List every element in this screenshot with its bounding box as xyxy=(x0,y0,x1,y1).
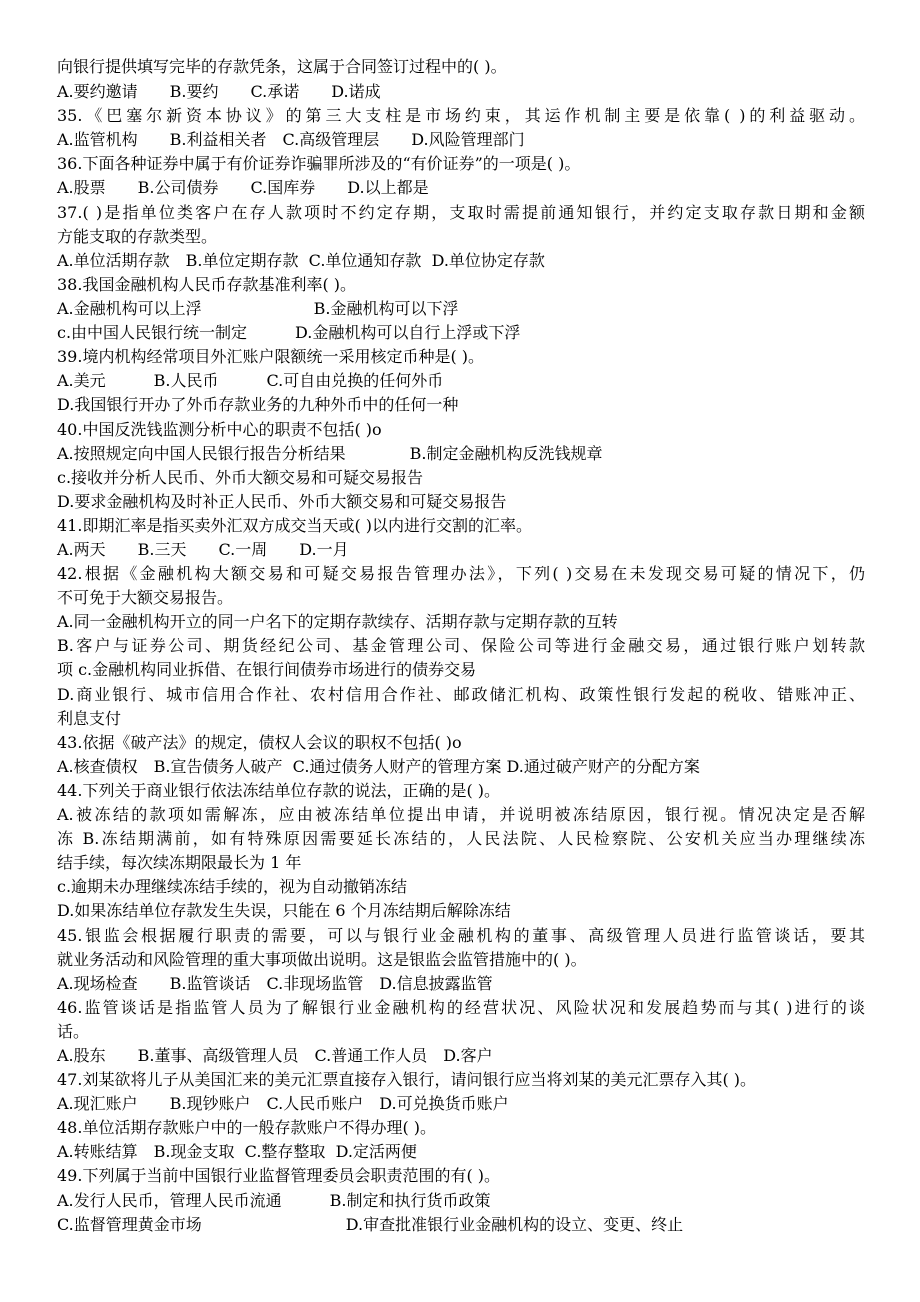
text-line: c.逾期未办理继续冻结手续的，视为自动撤销冻结 xyxy=(57,877,408,896)
text-line: A.两天 B.三天 C.一周 D.一月 xyxy=(57,540,349,559)
text-line: 49.下列属于当前中国银行业监督管理委员会职责范围的有( )。 xyxy=(57,1166,501,1185)
text-line: A.现汇账户 B.现钞账户 C.人民币账户 D.可兑换货币账户 xyxy=(57,1094,509,1113)
text-line: A.美元 B.人民币 C.可自由兑换的任何外币 xyxy=(57,371,444,390)
text-line: A.要约邀请 B.要约 C.承诺 D.诺成 xyxy=(57,82,381,101)
text-line: 话。 xyxy=(57,1022,90,1041)
text-line: D.商业银行、城市信用合作社、农村信用合作社、邮政储汇机构、政策性银行发起的税收、错账冲正、 xyxy=(57,685,865,704)
text-line: A.现场检查 B.监管谈话 C.非现场监管 D.信息披露监管 xyxy=(57,974,493,993)
text-line: 冻 B.冻结期满前，如有特殊原因需要延长冻结的，人民法院、人民检察院、公安机关应当办理继续冻 xyxy=(57,829,865,848)
text-line: A.股票 B.公司债券 C.国库券 D.以上都是 xyxy=(57,178,429,197)
text-line: A.转账结算 B.现金支取 C.整存整取 D.定活两便 xyxy=(57,1142,417,1161)
text-line: 45.银监会根据履行职责的需要，可以与银行业金融机构的董事、高级管理人员进行监管谈话，要其 xyxy=(57,926,865,945)
text-line: 利息支付 xyxy=(57,709,122,728)
text-line: 结手续，每次续冻期限最长为 1 年 xyxy=(57,853,302,872)
text-line: 37.( )是指单位类客户在存人款项时不约定存期，支取时需提前通知银行，并约定支取存款日期和金额 xyxy=(57,203,865,222)
text-line: 38.我国金融机构人民币存款基准利率( )。 xyxy=(57,275,357,294)
text-line: A.按照规定向中国人民银行报告分析结果 B.制定金融机构反洗钱规章 xyxy=(57,444,603,463)
text-line: 35.《巴塞尔新资本协议》的第三大支柱是市场约束，其运作机制主要是依靠( )的利益驱动。 xyxy=(57,106,865,125)
text-line: A.监管机构 B.利益相关者 C.高级管理层 D.风险管理部门 xyxy=(57,130,525,149)
text-line: D.我国银行开办了外币存款业务的九种外币中的任何一种 xyxy=(57,395,459,414)
text-line: 42.根据《金融机构大额交易和可疑交易报告管理办法》，下列( )交易在未发现交易可疑的情况下，仍 xyxy=(57,564,865,583)
text-line: A.金融机构可以上浮 B.金融机构可以下浮 xyxy=(57,299,459,318)
text-line: D.要求金融机构及时补正人民币、外币大额交易和可疑交易报告 xyxy=(57,492,507,511)
text-line: 43.依据《破产法》的规定，债权人会议的职权不包括( )o xyxy=(57,733,462,752)
text-line: 47.刘某欲将儿子从美国汇来的美元汇票直接存入银行，请问银行应当将刘某的美元汇票存入其( )。 xyxy=(57,1070,757,1089)
text-line: c.接收并分析人民币、外币大额交易和可疑交易报告 xyxy=(57,468,424,487)
text-line: A.发行人民币，管理人民币流通 B.制定和执行货币政策 xyxy=(57,1191,491,1210)
text-line: 方能支取的存款类型。 xyxy=(57,227,218,246)
text-line: 41.即期汇率是指买卖外汇双方成交当天或( )以内进行交割的汇率。 xyxy=(57,516,533,535)
text-line: 就业务活动和风险管理的重大事项做出说明。这是银监会监管措施中的( )。 xyxy=(57,950,587,969)
text-line: 向银行提供填写完毕的存款凭条，这属于合同签订过程中的( )。 xyxy=(57,57,507,76)
text-line: 46.监管谈话是指监管人员为了解银行业金融机构的经营状况、风险状况和发展趋势而与其( )进行的谈 xyxy=(57,998,865,1017)
text-line: A.单位活期存款 B.单位定期存款 C.单位通知存款 D.单位协定存款 xyxy=(57,251,545,270)
text-line: 项 c.金融机构同业拆借、在银行间债券市场进行的债券交易 xyxy=(57,660,477,679)
text-line: 44.下列关于商业银行依法冻结单位存款的说法，正确的是( )。 xyxy=(57,781,501,800)
text-line: 40.中国反洗钱监测分析中心的职责不包括( )o xyxy=(57,420,382,439)
text-line: A.股东 B.董事、高级管理人员 C.普通工作人员 D.客户 xyxy=(57,1046,493,1065)
text-line: 不可免于大额交易报告。 xyxy=(57,588,234,607)
text-line: B.客户与证券公司、期货经纪公司、基金管理公司、保险公司等进行金融交易，通过银行账户划转款 xyxy=(57,636,865,655)
text-line: 39.境内机构经常项目外汇账户限额统一采用核定币种是( )。 xyxy=(57,347,485,366)
text-line: D.如果冻结单位存款发生失误，只能在 6 个月冻结期后解除冻结 xyxy=(57,901,511,920)
text-line: A.核查债权 B.宣告债务人破产 C.通过债务人财产的管理方案 D.通过破产财产的分配方案 xyxy=(57,757,700,776)
text-line: A.被冻结的款项如需解冻，应由被冻结单位提出申请，并说明被冻结原因，银行视。情况决定是否解 xyxy=(57,805,865,824)
text-line: 48.单位活期存款账户中的一般存款账户不得办理( )。 xyxy=(57,1118,437,1137)
text-line: A.同一金融机构开立的同一户名下的定期存款续存、活期存款与定期存款的互转 xyxy=(57,612,618,631)
text-line: 36.下面各种证券中属于有价证券诈骗罪所涉及的“有价证券”的一项是( )。 xyxy=(57,154,581,173)
text-line: c.由中国人民银行统一制定 D.金融机构可以自行上浮或下浮 xyxy=(57,323,521,342)
text-line: C.监督管理黄金市场 D.审查批准银行业金融机构的设立、变更、终止 xyxy=(57,1215,684,1234)
